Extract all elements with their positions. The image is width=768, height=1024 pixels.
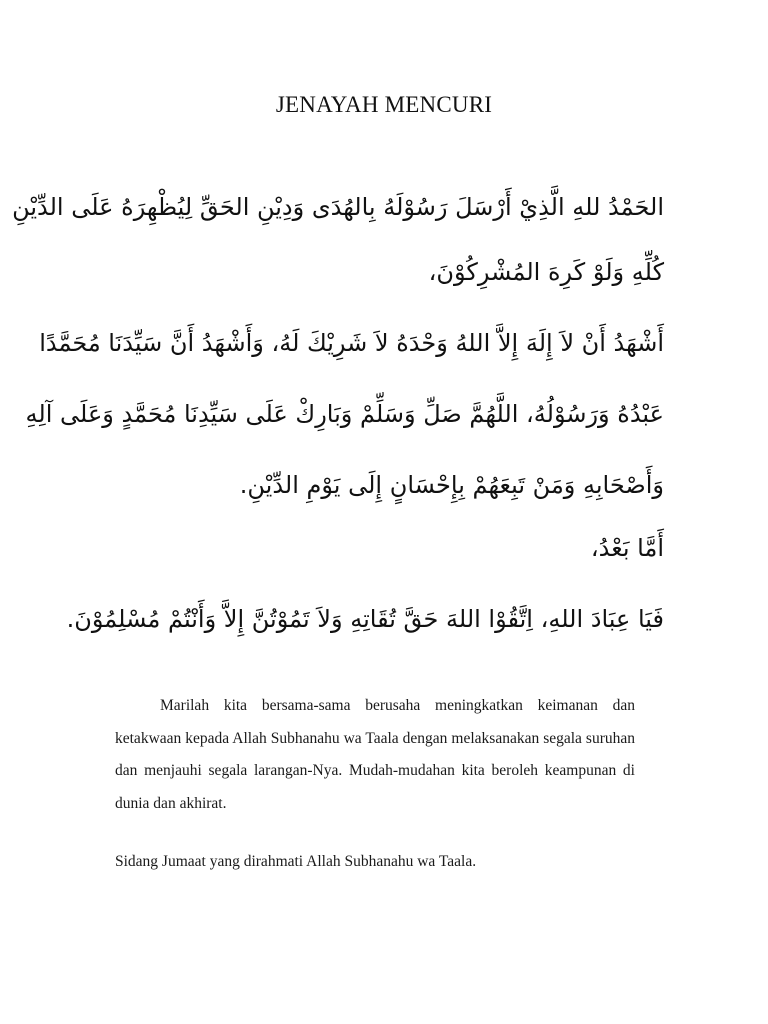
malay-address: Sidang Jumaat yang dirahmati Allah Subhanahu wa Taala. <box>115 853 477 870</box>
document-title: JENAYAH MENCURI <box>275 92 493 117</box>
arabic-line-6: أَمَّا بَعْدُ، <box>590 534 664 562</box>
malay-paragraph: Marilah kita bersama-sama berusaha meningkatkan keimanan dan ketakwaan kepada Allah Subhanahu wa Taala dengan melaksanakan segala suruhan dan menjauhi segala larangan-Nya. Mudah-mudahan kita beroleh keampunan di dunia dan akhirat. <box>115 697 635 812</box>
arabic-line-3: أَشْهَدُ أَنْ لاَ إِلَهَ إِلاَّ اللهُ وَحْدَهُ لاَ شَرِيْكَ لَهُ، وَأَشْهَدُ أَنَّ سَيِّدَنَا مُحَمَّدًا <box>39 329 664 357</box>
arabic-line-7: فَيَا عِبَادَ اللهِ، اِتَّقُوْا اللهَ حَقَّ تُقَاتِهِ وَلاَ تَمُوْتُنَّ إِلاَّ وَأَنْتُمْ مُسْلِمُوْنَ. <box>66 605 664 633</box>
arabic-line-1: الحَمْدُ للهِ الَّذِيْ أَرْسَلَ رَسُوْلَهُ بِالهُدَى وَدِيْنِ الحَقِّ لِيُظْهِرَهُ عَلَى الدِّيْنِ <box>12 193 664 221</box>
arabic-line-2: كُلِّهِ وَلَوْ كَرِهَ المُشْرِكُوْنَ، <box>428 258 664 286</box>
malay-paragraph-block <box>115 690 635 820</box>
arabic-line-5: وَأَصْحَابِهِ وَمَنْ تَبِعَهُمْ بِإِحْسَانٍ إِلَى يَوْمِ الدِّيْنِ. <box>239 471 664 499</box>
malay-address-block <box>115 851 635 873</box>
arabic-line-4: عَبْدُهُ وَرَسُوْلُهُ، اللَّهُمَّ صَلِّ وَسَلِّمْ وَبَارِكْ عَلَى سَيِّدِنَا مُحَمَّدٍ وَعَلَى آلِهِ <box>25 400 664 428</box>
